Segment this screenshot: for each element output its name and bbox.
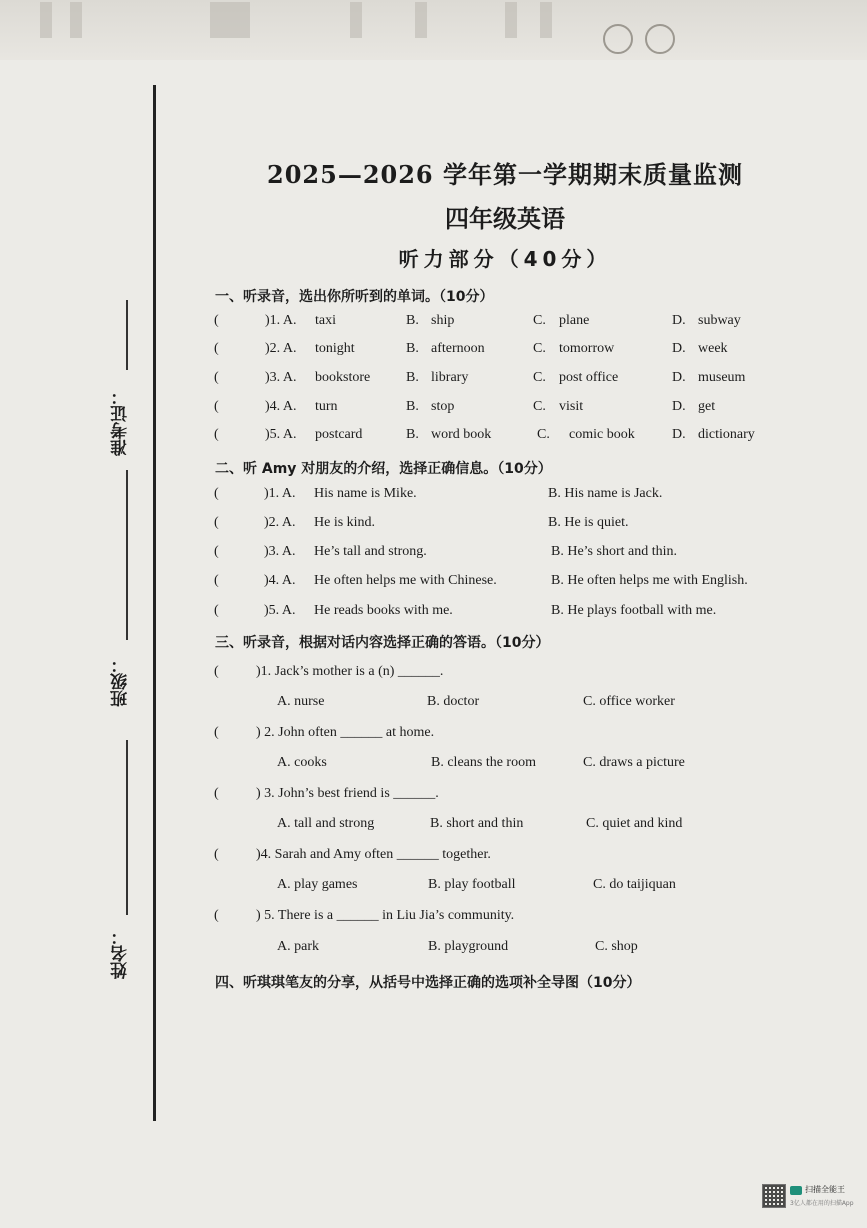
exam-id-label: 准考证： bbox=[111, 388, 131, 456]
part-title: 听力部分（40分） bbox=[398, 247, 612, 271]
section1-title: 一、听录音，选出你所听到的单词。（10分） bbox=[215, 289, 494, 305]
question-number: )5. A. bbox=[264, 603, 296, 618]
option-b: B. He plays football with me. bbox=[551, 603, 717, 618]
scan-artifact bbox=[415, 2, 427, 38]
option-b: stop bbox=[431, 399, 455, 414]
scan-top-edge bbox=[0, 0, 867, 60]
scan-artifact bbox=[70, 2, 82, 38]
question-stem: ) 5. There is a ______ in Liu Jia’s community. bbox=[256, 908, 515, 923]
question-stem: )4. Sarah and Amy often ______ together. bbox=[256, 847, 491, 862]
option-c: comic book bbox=[569, 427, 635, 442]
option-c: C. do taijiquan bbox=[593, 877, 676, 892]
option-c-label: C. bbox=[533, 399, 546, 414]
answer-bracket[interactable]: ( bbox=[214, 908, 219, 923]
option-d-label: D. bbox=[672, 370, 686, 385]
option-d-label: D. bbox=[672, 427, 686, 442]
option-d: get bbox=[698, 399, 716, 414]
option-a: tonight bbox=[315, 341, 355, 356]
answer-bracket[interactable]: ( bbox=[214, 573, 219, 588]
option-a: He often helps me with Chinese. bbox=[314, 573, 497, 588]
option-b: B. cleans the room bbox=[431, 755, 536, 770]
answer-bracket[interactable]: ( bbox=[214, 603, 219, 618]
option-d-label: D. bbox=[672, 399, 686, 414]
scan-artifact bbox=[210, 2, 250, 38]
option-a: A. play games bbox=[277, 877, 358, 892]
option-d: subway bbox=[698, 313, 741, 328]
option-c: C. shop bbox=[595, 939, 638, 954]
option-c: tomorrow bbox=[559, 341, 615, 356]
scan-artifact bbox=[350, 2, 362, 38]
watermark-name: 扫描全能王 bbox=[805, 1185, 845, 1194]
option-a: A. nurse bbox=[277, 694, 325, 709]
option-b: B. doctor bbox=[427, 694, 480, 709]
option-a: A. tall and strong bbox=[277, 816, 375, 831]
answer-bracket[interactable]: ( bbox=[214, 515, 219, 530]
question-stem: ) 2. John often ______ at home. bbox=[256, 725, 435, 740]
option-b: ship bbox=[431, 313, 455, 328]
watermark-sub: 3亿人都在用的扫描App bbox=[790, 1200, 854, 1207]
question-number: )4. A. bbox=[265, 399, 297, 414]
option-b: B. play football bbox=[428, 877, 516, 892]
option-a: He is kind. bbox=[314, 515, 376, 530]
option-b-label: B. bbox=[406, 399, 419, 414]
scanner-logo-icon bbox=[790, 1186, 802, 1195]
answer-bracket[interactable]: ( bbox=[214, 486, 219, 501]
question-number: )3. A. bbox=[264, 544, 296, 559]
option-b: word book bbox=[431, 427, 492, 442]
name-label: 姓名： bbox=[111, 928, 131, 979]
scan-artifact bbox=[505, 2, 517, 38]
exam-subject: 四年级英语 bbox=[445, 204, 565, 233]
option-b: afternoon bbox=[431, 341, 485, 356]
option-d-label: D. bbox=[672, 313, 686, 328]
scan-artifact bbox=[40, 2, 52, 38]
answer-bracket[interactable]: ( bbox=[214, 370, 219, 385]
option-a: A. park bbox=[277, 939, 319, 954]
option-b: B. playground bbox=[428, 939, 509, 954]
question-number: )2. A. bbox=[265, 341, 297, 356]
option-a: A. cooks bbox=[277, 755, 327, 770]
option-c: visit bbox=[559, 399, 584, 414]
option-c: C. draws a picture bbox=[583, 755, 685, 770]
question-number: )5. A. bbox=[265, 427, 297, 442]
answer-bracket[interactable]: ( bbox=[214, 427, 219, 442]
answer-bracket[interactable]: ( bbox=[214, 544, 219, 559]
option-b: B. His name is Jack. bbox=[548, 486, 663, 501]
question-number: )1. A. bbox=[264, 486, 296, 501]
option-a: He reads books with me. bbox=[314, 603, 453, 618]
section2-title: 二、听 Amy 对朋友的介绍，选择正确信息。（10分） bbox=[215, 461, 552, 477]
option-a: bookstore bbox=[315, 370, 371, 385]
option-a: turn bbox=[315, 399, 338, 414]
option-a: taxi bbox=[315, 313, 336, 328]
answer-bracket[interactable]: ( bbox=[214, 725, 219, 740]
scan-circle-mark bbox=[603, 24, 633, 54]
option-b: B. He often helps me with English. bbox=[551, 573, 748, 588]
binding-line bbox=[153, 85, 156, 1121]
answer-bracket[interactable]: ( bbox=[214, 313, 219, 328]
class-line bbox=[126, 470, 128, 640]
qr-code-icon bbox=[762, 1184, 786, 1208]
option-b: B. He is quiet. bbox=[548, 515, 629, 530]
option-c: post office bbox=[559, 370, 619, 385]
question-number: )2. A. bbox=[264, 515, 296, 530]
class-label: 班级： bbox=[111, 656, 131, 707]
option-c-label: C. bbox=[533, 370, 546, 385]
section4-title: 四、听琪琪笔友的分享，从括号中选择正确的选项补全导图（10分） bbox=[215, 975, 641, 991]
option-c-label: C. bbox=[533, 341, 546, 356]
answer-bracket[interactable]: ( bbox=[214, 786, 219, 801]
exam-title: 2025—2026 学年第一学期期末质量监测 bbox=[267, 160, 743, 189]
option-d: week bbox=[698, 341, 728, 356]
option-b: B. short and thin bbox=[430, 816, 524, 831]
option-d: museum bbox=[698, 370, 746, 385]
question-number: )4. A. bbox=[264, 573, 296, 588]
answer-bracket[interactable]: ( bbox=[214, 847, 219, 862]
option-d-label: D. bbox=[672, 341, 686, 356]
question-stem: ) 3. John’s best friend is ______. bbox=[256, 786, 439, 801]
name-line bbox=[126, 740, 128, 915]
question-number: )1. A. bbox=[265, 313, 297, 328]
answer-bracket[interactable]: ( bbox=[214, 664, 219, 679]
answer-bracket[interactable]: ( bbox=[214, 341, 219, 356]
option-b: library bbox=[431, 370, 469, 385]
option-b: B. He’s short and thin. bbox=[551, 544, 677, 559]
scan-circle-mark bbox=[645, 24, 675, 54]
option-b-label: B. bbox=[406, 427, 419, 442]
option-a: He’s tall and strong. bbox=[314, 544, 427, 559]
option-b-label: B. bbox=[406, 313, 419, 328]
option-a: postcard bbox=[315, 427, 363, 442]
section3-title: 三、听录音，根据对话内容选择正确的答语。（10分） bbox=[215, 635, 550, 651]
option-b-label: B. bbox=[406, 341, 419, 356]
scan-artifact bbox=[540, 2, 552, 38]
option-d: dictionary bbox=[698, 427, 755, 442]
option-c: C. quiet and kind bbox=[586, 816, 683, 831]
option-c-label: C. bbox=[537, 427, 550, 442]
answer-bracket[interactable]: ( bbox=[214, 399, 219, 414]
option-b-label: B. bbox=[406, 370, 419, 385]
question-stem: )1. Jack’s mother is a (n) ______. bbox=[256, 664, 444, 679]
option-a: His name is Mike. bbox=[314, 486, 417, 501]
question-number: )3. A. bbox=[265, 370, 297, 385]
option-c: plane bbox=[559, 313, 590, 328]
option-c-label: C. bbox=[533, 313, 546, 328]
option-c: C. office worker bbox=[583, 694, 675, 709]
exam-id-line bbox=[126, 300, 128, 370]
